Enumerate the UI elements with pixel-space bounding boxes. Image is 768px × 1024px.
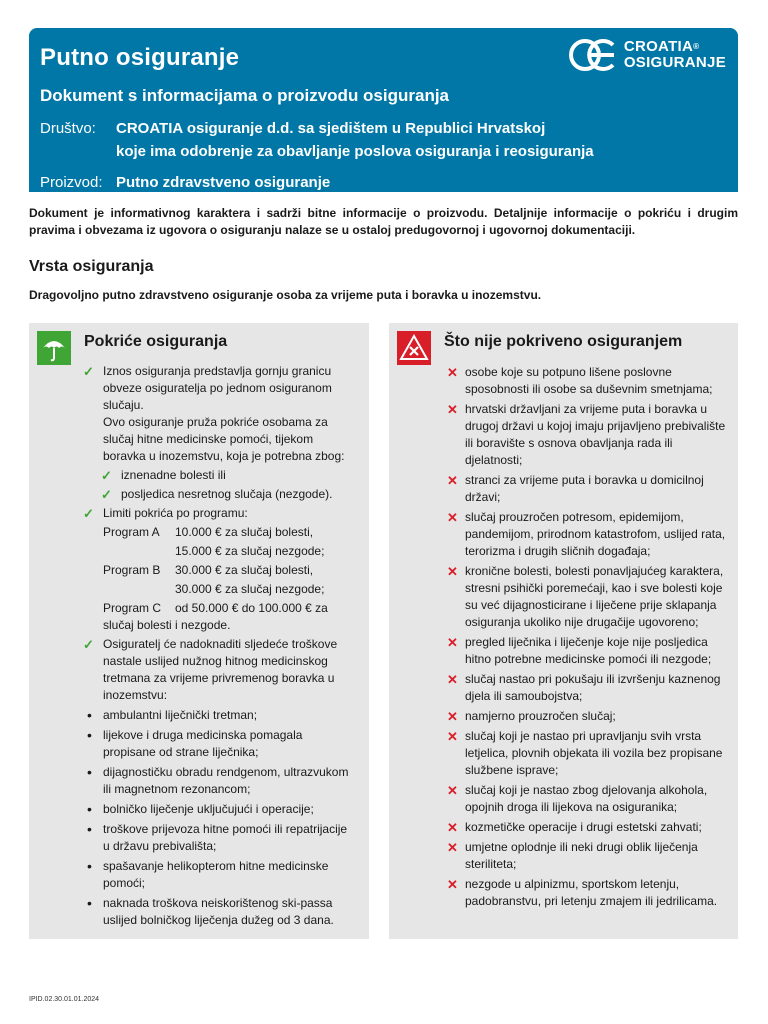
bullet-icon: • — [87, 801, 92, 817]
cost-bullet-text: lijekove i druga medicinska pomagala propisane od strane liječnika; — [103, 728, 303, 759]
program-row — [103, 600, 355, 617]
exclusion-text: osobe koje su potpuno lišene poslovne sposobnosti ili osobe sa duševnim smetnjama; — [465, 365, 713, 396]
exclusion-text: stranci za vrijeme puta i boravka u domicilnoj državi; — [465, 473, 704, 504]
company-logo — [568, 38, 726, 72]
exclusion-item — [449, 708, 731, 725]
check-icon: ✓ — [83, 506, 94, 521]
exclusion-item — [449, 509, 731, 560]
cross-icon: ✕ — [447, 635, 458, 650]
program-limit: od 50.000 € do 100.000 € za — [175, 601, 328, 615]
cost-bullet-text: spašavanje helikopterom hitne medicinske pomoći; — [103, 859, 329, 890]
program-name: Program C — [103, 601, 162, 615]
cross-icon: ✕ — [447, 877, 458, 892]
check-icon: ✓ — [83, 637, 94, 652]
page-title: Putno osiguranje — [40, 44, 240, 71]
exclusion-text: umjetne oplodnje ili neki drugi oblik liječenja steriliteta; — [465, 840, 698, 871]
exclusion-item — [449, 634, 731, 668]
coverage-content — [85, 361, 355, 929]
check-icon: ✓ — [101, 468, 112, 483]
cross-icon: ✕ — [447, 709, 458, 724]
exclusion-text: slučaj nastao pri pokušaju ili izvršenju kaznenog djela ili samoubojstva; — [465, 672, 721, 703]
program-limit: 15.000 € za slučaj nezgode; — [175, 544, 325, 558]
coverage-subitem-text: posljedica nesretnog slučaja (nezgode). — [121, 487, 333, 501]
umbrella-icon — [37, 331, 71, 365]
header-banner — [29, 28, 738, 192]
program-name: Program B — [103, 563, 161, 577]
product-row — [40, 174, 330, 191]
coverage-item-text: Iznos osiguranja predstavlja gornju granicu obveze osiguratelja po jednom osiguranom slučaju. — [103, 364, 332, 412]
exclusions-heading: Što nije pokriveno osiguranjem — [444, 333, 683, 350]
company-line-2: koje ima odobrenje za obavljanje poslova osiguranja i reosiguranja — [116, 143, 594, 160]
logo-line-2: OSIGURANJE — [623, 54, 726, 71]
coverage-heading: Pokriće osiguranja — [84, 333, 228, 350]
coverage-item — [85, 636, 355, 704]
program-limit: slučaj bolesti i nezgode. — [103, 618, 231, 632]
exclusion-item — [449, 839, 731, 873]
coverage-item — [85, 363, 355, 465]
exclusion-item — [449, 671, 731, 705]
cross-icon: ✕ — [447, 729, 458, 744]
logo-line-1: CROATIA — [623, 38, 694, 55]
program-row — [103, 524, 355, 541]
coverage-item-text: Limiti pokrića po programu: — [103, 506, 248, 520]
exclusion-text: nezgode u alpinizmu, sportskom letenju, padobranstvu, pri letenju zmajem ili jedrilicama. — [465, 877, 718, 908]
cost-bullet — [85, 801, 355, 818]
cross-icon: ✕ — [447, 365, 458, 380]
document-code: IPID.02.30.01.01.2024 — [29, 996, 100, 1003]
bullet-icon: • — [87, 727, 92, 743]
program-limit: 30.000 € za slučaj nezgode; — [175, 582, 325, 596]
cost-bullet — [85, 764, 355, 798]
cost-bullet — [85, 727, 355, 761]
exclusion-text: slučaj koji je nastao zbog djelovanja alkohola, opojnih droga ili lijekova na osiguranika; — [465, 783, 708, 814]
cost-bullet-text: dijagnostičku obradu rendgenom, ultrazvukom ili magnetnom rezonancom; — [103, 765, 349, 796]
exclusion-text: slučaj koji je nastao pri upravljanju svih vrsta letjelica, plovnih objekata ili vozila bez propisane službene isprave; — [465, 729, 723, 777]
exclusion-item — [449, 364, 731, 398]
coverage-item-text: Osiguratelj će nadoknaditi sljedeće troškove nastale uslijed nužnog hitnog medicinskog tretmana za vrijeme privremenog boravka u inozemstvu: — [103, 637, 338, 702]
company-row — [40, 120, 545, 137]
logo-registered: ® — [693, 42, 700, 51]
cost-bullet — [85, 858, 355, 892]
coverage-subitem — [103, 467, 355, 484]
exclusions-list — [449, 361, 731, 910]
program-row — [103, 581, 355, 598]
exclusion-item — [449, 728, 731, 779]
company-line-1: CROATIA osiguranje d.d. sa sjedištem u Republici Hrvatskoj — [116, 120, 546, 137]
insurance-type-text: Dragovoljno putno zdravstveno osiguranje osoba za vrijeme puta i boravka u inozemstvu. — [29, 288, 542, 302]
program-spacer — [103, 581, 175, 598]
bullet-icon: • — [87, 895, 92, 911]
cross-warning-icon — [397, 331, 431, 365]
exclusion-item — [449, 782, 731, 816]
program-row — [103, 562, 355, 579]
coverage-subitem-text: iznenadne bolesti ili — [121, 468, 226, 482]
exclusion-text: slučaj prouzročen potresom, epidemijom, pandemijom, prirodnom katastrofom, uslijed rata, terorizma i drugih sličnih događaja; — [465, 510, 726, 558]
cross-icon: ✕ — [447, 473, 458, 488]
exclusion-item — [449, 563, 731, 631]
company-label: Društvo: — [40, 120, 96, 137]
exclusion-text: namjerno prouzročen slučaj; — [465, 709, 616, 723]
bullet-icon: • — [87, 764, 92, 780]
check-icon: ✓ — [83, 364, 94, 379]
cross-icon: ✕ — [447, 840, 458, 855]
cross-icon: ✕ — [447, 783, 458, 798]
product-label: Proizvod: — [40, 174, 103, 191]
program-limit: 10.000 € za slučaj bolesti, — [175, 525, 314, 539]
coverage-subitem — [103, 486, 355, 503]
coverage-item-extra: Ovo osiguranje pruža pokriće osobama za slučaj hitne medicinske pomoći, tijekom boravka u inozemstvu, koja je potrebna zbog: — [103, 415, 345, 463]
cost-bullet — [85, 707, 355, 724]
coverage-item — [85, 505, 355, 634]
exclusion-text: kozmetičke operacije i drugi estetski zahvati; — [465, 820, 702, 834]
exclusion-text: hrvatski državljani za vrijeme puta i boravka u drugoj državi u kojoj imaju prijavljeno prebivalište ili boravište s osnova obavljanja rada ili djelatnosti; — [465, 402, 726, 467]
cost-bullet-text: naknada troškova neiskorištenog ski-passa uslijed bolničkog liječenja dužeg od 3 dana. — [103, 896, 334, 927]
exclusion-item — [449, 876, 731, 910]
program-limit: 30.000 € za slučaj bolesti, — [175, 563, 314, 577]
cross-icon: ✕ — [447, 510, 458, 525]
bullet-icon: • — [87, 707, 92, 723]
program-name: Program A — [103, 525, 160, 539]
exclusion-text: kronične bolesti, bolesti ponavljajućeg karaktera, stresni psihički poremećaji, kao i sve bolesti koje su već dijagnosticirane i liječene prije sklapanja osiguranja ukoliko nije drugačije ugovoreno; — [465, 564, 724, 629]
cost-bullet-text: bolničko liječenje uključujući i operacije; — [103, 802, 314, 816]
program-spacer — [103, 543, 175, 560]
cross-icon: ✕ — [447, 672, 458, 687]
logo-mark-icon — [568, 38, 618, 72]
product-value: Putno zdravstveno osiguranje — [116, 174, 331, 191]
exclusion-item — [449, 819, 731, 836]
cost-bullet — [85, 821, 355, 855]
cost-bullet — [85, 895, 355, 929]
cost-bullet-text: troškove prijevoza hitne pomoći ili repatrijacije u državu prebivališta; — [103, 822, 348, 853]
exclusions-panel — [389, 323, 738, 939]
bullet-icon: • — [87, 858, 92, 874]
intro-text: Dokument je informativnog karaktera i sadrži bitne informacije o proizvodu. Detaljnije informacije o pokriću i drugim pravima i obvezama iz ugovora o osiguranju nalaze se u ostalој predugovornoj i ugovornoj dokumentaciji. — [29, 206, 738, 237]
exclusion-item — [449, 472, 731, 506]
cross-icon: ✕ — [447, 820, 458, 835]
exclusion-item — [449, 401, 731, 469]
cross-icon: ✕ — [447, 564, 458, 579]
bullet-icon: • — [87, 821, 92, 837]
cost-bullet-text: ambulantni liječnički tretman; — [103, 708, 258, 722]
page-subtitle: Dokument s informacijama o proizvodu osiguranja — [40, 86, 450, 105]
check-icon: ✓ — [101, 487, 112, 502]
insurance-type-title: Vrsta osiguranja — [29, 258, 154, 275]
exclusion-text: pregled liječnika i liječenje koje nije posljedica hitno potrebne medicinske pomoći ili nezgode; — [465, 635, 712, 666]
coverage-panel — [29, 323, 369, 939]
program-row — [103, 543, 355, 560]
cross-icon: ✕ — [447, 402, 458, 417]
logo-text — [624, 39, 726, 71]
